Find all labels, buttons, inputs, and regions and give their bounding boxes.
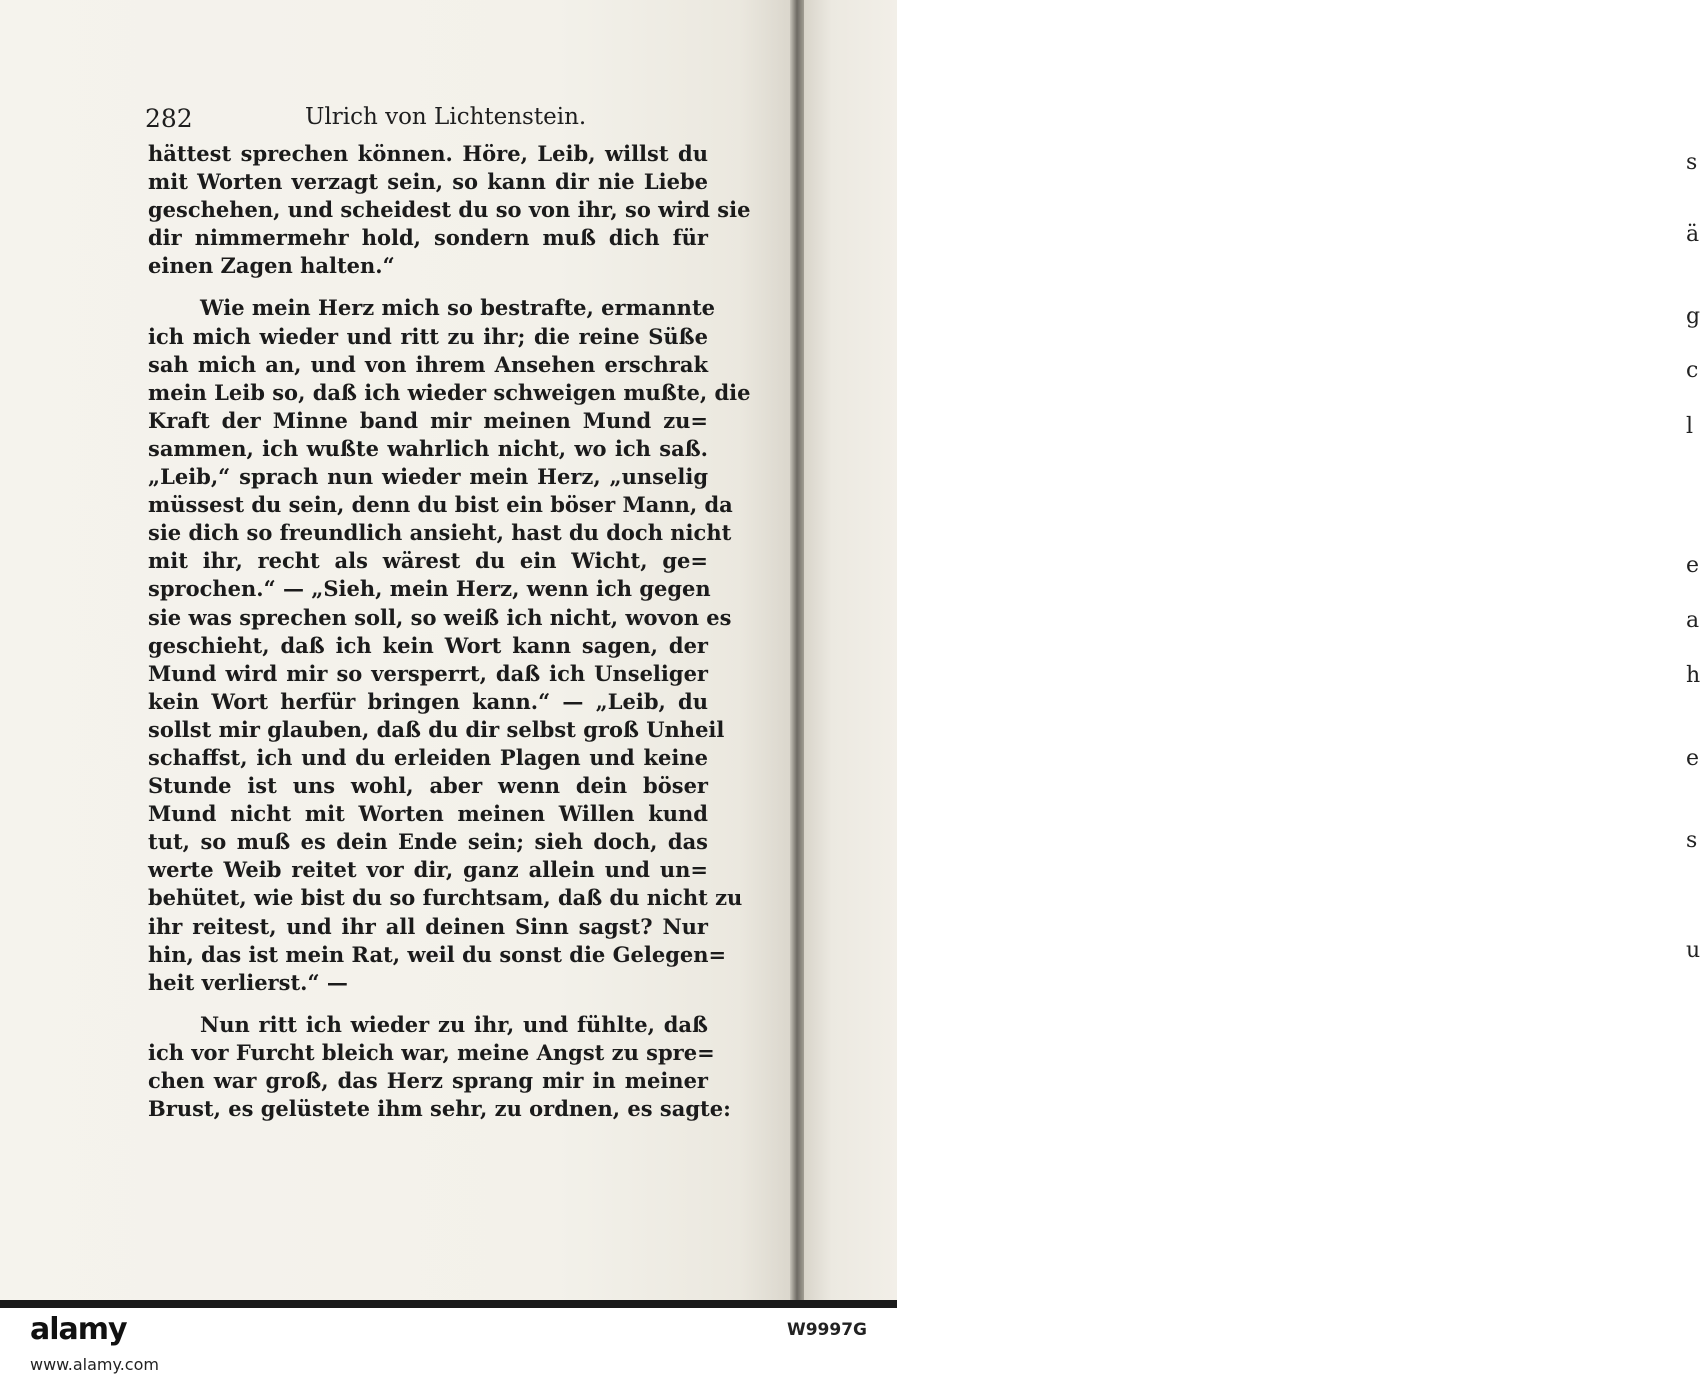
text-line: heit verlierst.“ — xyxy=(148,969,348,995)
text-line: Brust, es gelüstete ihm sehr, zu ordnen, es sagte: xyxy=(148,1096,731,1122)
paragraph-gap xyxy=(148,280,708,294)
text-line: werte Weib reitet vor dir, ganz allein und un= xyxy=(148,857,708,883)
text-line: Wie mein Herz mich so bestrafte, ermannte xyxy=(200,295,716,321)
facing-page-glyph: c xyxy=(1686,358,1699,383)
text-line: Stunde ist uns wohl, aber wenn dein böser xyxy=(148,773,708,799)
text-line: Mund wird mir so versperrt, daß ich Unseliger xyxy=(148,660,708,686)
text-line: sie was sprechen soll, so weiß ich nicht, wovon es xyxy=(148,604,732,630)
alamy-logo: alamy xyxy=(30,1312,127,1347)
paragraph xyxy=(148,1011,731,1123)
text-line: sie dich so freundlich ansieht, hast du doch nicht xyxy=(148,520,732,546)
text-line: ich mich wieder und ritt zu ihr; die reine Süße xyxy=(148,323,708,349)
text-line: mit Worten verzagt sein, so kann dir nie Liebe xyxy=(148,169,708,195)
paragraph xyxy=(148,140,751,280)
text-line: sollst mir glauben, daß du dir selbst groß Unheil xyxy=(148,716,725,742)
text-line: kein Wort herfür bringen kann.“ — „Leib, du xyxy=(148,688,708,714)
text-line: hin, das ist mein Rat, weil du sonst die Gelegen= xyxy=(148,941,727,967)
text-line: Kraft der Minne band mir meinen Mund zu= xyxy=(148,407,708,433)
stock-id: W9997G xyxy=(786,1320,867,1340)
paragraph-gap xyxy=(148,997,708,1011)
watermark-bar xyxy=(0,1300,897,1390)
text-line: ihr reitest, und ihr all deinen Sinn sagst? Nur xyxy=(148,913,708,939)
text-line: sah mich an, und von ihrem Ansehen erschrak xyxy=(148,351,708,377)
text-line: ich vor Furcht bleich war, meine Angst zu spre= xyxy=(148,1039,715,1065)
text-line: tut, so muß es dein Ende sein; sieh doch, das xyxy=(148,829,708,855)
running-head xyxy=(145,104,705,138)
text-line: sprochen.“ — „Sieh, mein Herz, wenn ich gegen xyxy=(148,576,711,602)
facing-page-glyph: l xyxy=(1686,414,1694,439)
facing-page-glyph: u xyxy=(1686,938,1700,963)
text-line: sammen, ich wußte wahrlich nicht, wo ich saß. xyxy=(148,435,708,461)
facing-page-glyph: a xyxy=(1686,608,1700,633)
facing-page-glyph: g xyxy=(1686,304,1700,329)
watermark-url: www.alamy.com xyxy=(30,1355,159,1374)
text-line: dir nimmermehr hold, sondern muß dich für xyxy=(148,225,708,251)
facing-page-edge xyxy=(804,0,1700,1300)
text-line: müssest du sein, denn du bist ein böser Mann, da xyxy=(148,492,733,518)
text-line: geschieht, daß ich kein Wort kann sagen, der xyxy=(148,632,708,658)
text-line: einen Zagen halten.“ xyxy=(148,253,395,279)
text-line: behütet, wie bist du so furchtsam, daß du nicht zu xyxy=(148,885,743,911)
text-line: mit ihr, recht als wärest du ein Wicht, ge= xyxy=(148,548,708,574)
text-line: geschehen, und scheidest du so von ihr, so wird sie xyxy=(148,197,751,223)
text-line: Mund nicht mit Worten meinen Willen kund xyxy=(148,801,708,827)
book-page xyxy=(0,0,795,1300)
running-title: Ulrich von Lichtenstein. xyxy=(305,104,587,130)
paragraph xyxy=(148,294,751,996)
body-text xyxy=(148,140,751,1123)
facing-page-glyph: s xyxy=(1686,150,1698,175)
facing-page-glyph: h xyxy=(1686,663,1700,688)
text-line: mein Leib so, daß ich wieder schweigen mußte, die xyxy=(148,379,751,405)
facing-page-glyph: s xyxy=(1686,828,1698,853)
page-number: 282 xyxy=(145,104,193,133)
facing-page-glyph: e xyxy=(1686,553,1700,578)
facing-page-glyph: ä xyxy=(1686,222,1700,247)
watermark-strip xyxy=(0,1300,897,1308)
text-line: schaffst, ich und du erleiden Plagen und keine xyxy=(148,744,708,770)
text-line: Nun ritt ich wieder zu ihr, und fühlte, daß xyxy=(200,1011,708,1037)
text-line: hättest sprechen können. Höre, Leib, willst du xyxy=(148,141,708,166)
text-line: „Leib,“ sprach nun wieder mein Herz, „unselig xyxy=(148,464,708,490)
facing-page-glyph: e xyxy=(1686,746,1700,771)
book-gutter xyxy=(790,0,804,1300)
text-line: chen war groß, das Herz sprang mir in meiner xyxy=(148,1068,708,1093)
